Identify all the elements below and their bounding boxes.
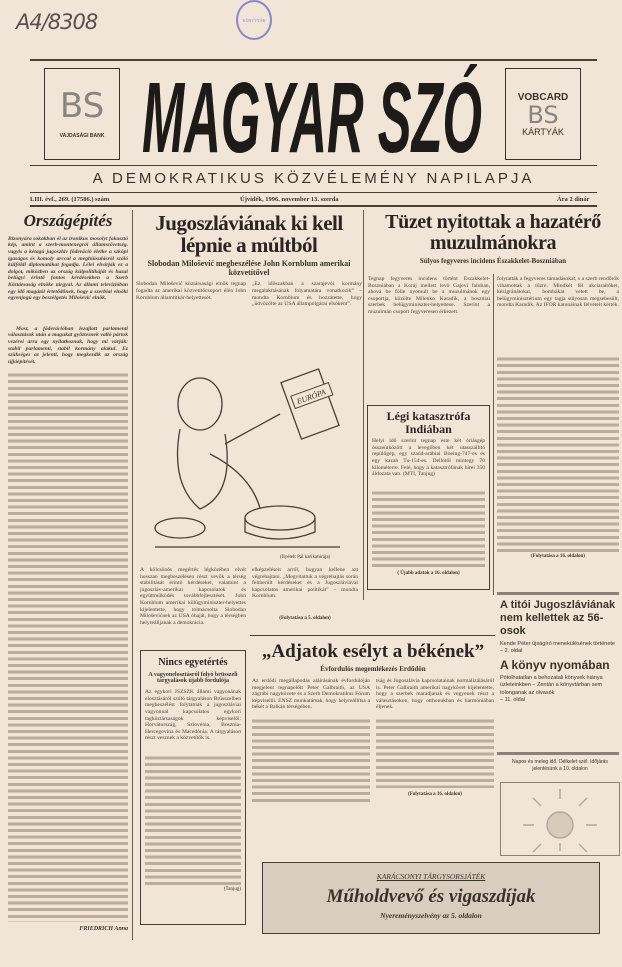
dispute-text: Az egykori JSZSZK állami vagyonának elosztásáról szóló tárgyaláson Brüsszelben megbeszélést folytatnak a jugoszláviai vagyonnal kapcsolatos egykori tagköztársaságok képviselői: Horvátország, Szlovénia, Bosznia-Hercegovina és Macedónia. A tárgyaláson részt vesznek a közvetítők is. <box>145 689 241 742</box>
continued-note: (Folytatása a 16. oldalon) <box>531 554 585 559</box>
second-subhead: Súlyos fegyveres incidens Északkelet-Boszniában <box>419 257 567 265</box>
lead-text: elképzeléseit arról, hogyan kellene azt végrehajtani. „Megvitattuk a végrehajtás során felmerült kérdéseket és a Jugoszláviával kapcsolatos amerikai politikát” – mondta Kornblum. <box>252 567 358 600</box>
teaser-title: A titói Jugoszláviának nem kellettek az 56-osok <box>500 599 616 638</box>
dateline: Újvidék, 1996. november 13. szerda <box>240 196 339 203</box>
divider <box>30 192 597 193</box>
editorial-body: Bizonyára sokakban él az ironikus mosolyt fakasztó kép, amint a szerb-montenegrói államszövetség, vagyis a kétagú jugoszláv föderáció élelke a szkópi igaságos és komoly arccal a meghiúsulásról szóló külföldi diplomatákat fogadja. Lélei elvárják ez a dolgot, miközben az ország külpolitikáját és hazai belügyi érintő fontos kérdésekben a Szerb Köztársaság elnöke tárgyal. Az állami televízióban egy idő magától értetődőnek, hogy a szerbiai elnöki egyenjogú egy beszélgetés Milošević elnök. <box>8 235 128 302</box>
teaser-title: A könyv nyomában <box>500 658 610 673</box>
second-col-2 <box>497 276 619 559</box>
continued-note: (Folytatása a 5. oldalon) <box>279 616 331 621</box>
editorial-column <box>8 212 128 942</box>
second-headline: Tüzet nyitottak a hazatérő muzulmánokra <box>385 211 601 254</box>
editorial-author: FRIEDRICH Anna <box>79 925 128 932</box>
lead-subhead: Slobodan Milošević megbeszélése John Kornblum amerikai közvetítővel <box>147 259 351 278</box>
lead-article <box>136 212 362 308</box>
sidebar-teasers <box>500 599 620 704</box>
promo-headline: Műholdvevő és vigaszdíjak <box>326 886 536 907</box>
peace-subhead: Évfordulós megemlékezés Erdődön <box>320 664 426 673</box>
editorial-body-2: Most, a föderációban lezajlott parlamenti választások után a magukat győztesnek valló pártok vezérei arra egy nyilatkoznak, hogy mi várják: stabil parlamenti, stabil kormány alakul. Ez szükséges az jelenti, hogy megkezdik az ország újjáépítését. <box>8 325 128 365</box>
newspaper-title: MAGYAR SZÓ <box>142 64 483 162</box>
peace-headline: „Adjatok esélyt a békének” <box>261 641 485 662</box>
source: (Tanjug) <box>223 887 241 893</box>
second-text: Tegnap fegyveres incidens történt Északkelet-Boszniában a Koraj mellett levő Gajevi faluban, ahova be fölle nyomult be a muzulmánok egy csoportja, közölte Milenko Karadik, a boszniai szerbek belügyminiszter-helyettese. Szerint a muzulmán csoport fegyveresen érkezett. <box>368 276 490 315</box>
promo-subtext: Nyereményszelvény az 5. oldalon <box>380 911 482 920</box>
second-text: folytatták a fegyveres támadásokat, s a szerb rendőrök vihamottak a tűzre. Mindkét fél akciaraitőket, kézigránátokat, bombákat vetett be, a belügyminisztérium egy tagja súlyosan megsebesült, mondta Karadik. Az IFOR katonáinak felvételt kérték. <box>497 276 619 309</box>
ad-top: VOBCARD <box>517 91 569 103</box>
teaser-page: – 11. oldal <box>500 697 525 704</box>
promo-box <box>262 862 600 934</box>
sun-icon <box>501 783 619 855</box>
divider <box>250 635 495 636</box>
peace-text: Az erdődi megállapodás aláírásának évfordulóján megjelent tegnapelőtt Peter Galbraith, az USA zágrábi nagykövete és a Szerb Demokratikus Fórum képviselői. ENSZ munkatársak, hogy helyreállítsa a békét a Balkán térségében. <box>252 677 370 711</box>
library-stamp: KÖNYVTÁR <box>236 0 272 40</box>
lead-text: Slobodan Milošević köztársasági elnök tegnap fogadta az amerikai közvetítőcsoport élén John Kornblum államtitkár-helyettesét. <box>136 281 246 301</box>
crash-box <box>367 405 490 590</box>
continued-note: (Folytatása a 16. oldalon) <box>408 791 462 797</box>
promo-kicker: KARÁCSONYI TÁRGYSORSJÁTÉK <box>376 872 486 881</box>
vajdasagi-bank-ad <box>44 68 120 160</box>
ad-label: VAJDASÁGI BANK <box>59 133 105 139</box>
continued-note: ( Újabb adatok a 16. oldalon) <box>397 571 460 577</box>
divider <box>30 205 597 207</box>
second-col-1 <box>368 276 490 395</box>
cartoon-sign: EURÓPA <box>295 387 327 407</box>
teaser-text: Pótolhatatlan a behozatali könyvek hiánya üzleteinkben – Zentán a könyvtárban sem tolonganak az olvasók <box>500 674 603 696</box>
weather-text: Napos és meleg idő. Délkelet szél. Időjárás jelentésünk a 10. oldalon <box>512 759 608 772</box>
lead-text: A kölcsönös megértés légkörében elvét hosszan megbeszélésen részt vevők a térség stabilitását érintő kérdéseket, valamint a jugoszláv-amerikai kapcsolatok és együttműködés továbbfejlesztését. John Kornblum amerikai külügyminiszter-helyettes kijelentette, hogy tolmácsolta Slobodan Miloševićnek az USA óhaját, hogy a térségben helyreálljanak a demokrácia. <box>140 567 246 626</box>
ad-label: KÁRTYÁK <box>522 126 564 137</box>
second-article <box>367 212 619 265</box>
divider <box>30 59 597 61</box>
dispute-box <box>140 650 246 925</box>
teaser-text: Kende Péter újságíró menekülésének története <box>500 640 615 647</box>
price: Ára 2 dinár <box>557 196 590 203</box>
cartoon <box>140 338 358 562</box>
teaser-page: – 2. oldal <box>500 647 523 654</box>
archive-id: A4/8308 <box>16 10 98 34</box>
peace-article <box>252 642 494 803</box>
newspaper-title-wrap <box>138 64 488 162</box>
bank-logo-icon: BS <box>59 86 105 126</box>
issue-number: LIII. évf., 269. (17586.) szám <box>30 196 110 203</box>
weather-graphic <box>500 782 620 856</box>
crash-text: Helyi idő szerint tegnap este két óriásgép összeütközött a levegőben két utasszállító repülőgép, egy szaúd-arábiai Boeing-747-es és egy kazah Tu-154-es. Delhitől mintegy 70 kilométerre. Felé, hogy a katasztrófának hírei 350 áldozata van. (MTI, Tanjug) <box>372 438 485 478</box>
divider <box>30 165 597 166</box>
cartoon-illustration <box>140 338 358 562</box>
crash-headline: Légi katasztrófa Indiában <box>386 409 471 436</box>
lead-headline: Jugoszláviának ki kell lépnie a múltból <box>155 211 343 258</box>
lead-text: „Ez időszakban a szarajevói kormány megalakításának folyamatára vonatkozik” – mondta Kornblum és hozzátette, hogy „üdvözölte az USA állampolgárai elsőként”. <box>252 281 362 308</box>
dispute-subhead: A vagyonelosztásról folyó brüsszeli tárgyalások újabb fordulója <box>148 671 238 685</box>
editorial-title: Országépítés <box>23 211 113 230</box>
card-logo-icon: BS <box>527 100 559 129</box>
vobcard-ad <box>505 68 581 160</box>
lead-continued <box>140 567 358 640</box>
tagline: A DEMOKRATIKUS KÖZVÉLEMÉNY NAPILAPJA <box>92 170 535 187</box>
cartoon-caption: (Ilyételt Pál karikatúrája) <box>280 555 331 560</box>
dispute-headline: Nincs egyetértés <box>158 657 228 668</box>
peace-text: tság és Jugoszlávia kapcsolatainak normalizálásáról is. Peter Galbraith amerikai nagykövet kijelentette, hogy a szerbek maradjanak és vegyenek részt a választásokon, hogy otthonukban és harmóniában éljenek. <box>376 677 494 711</box>
